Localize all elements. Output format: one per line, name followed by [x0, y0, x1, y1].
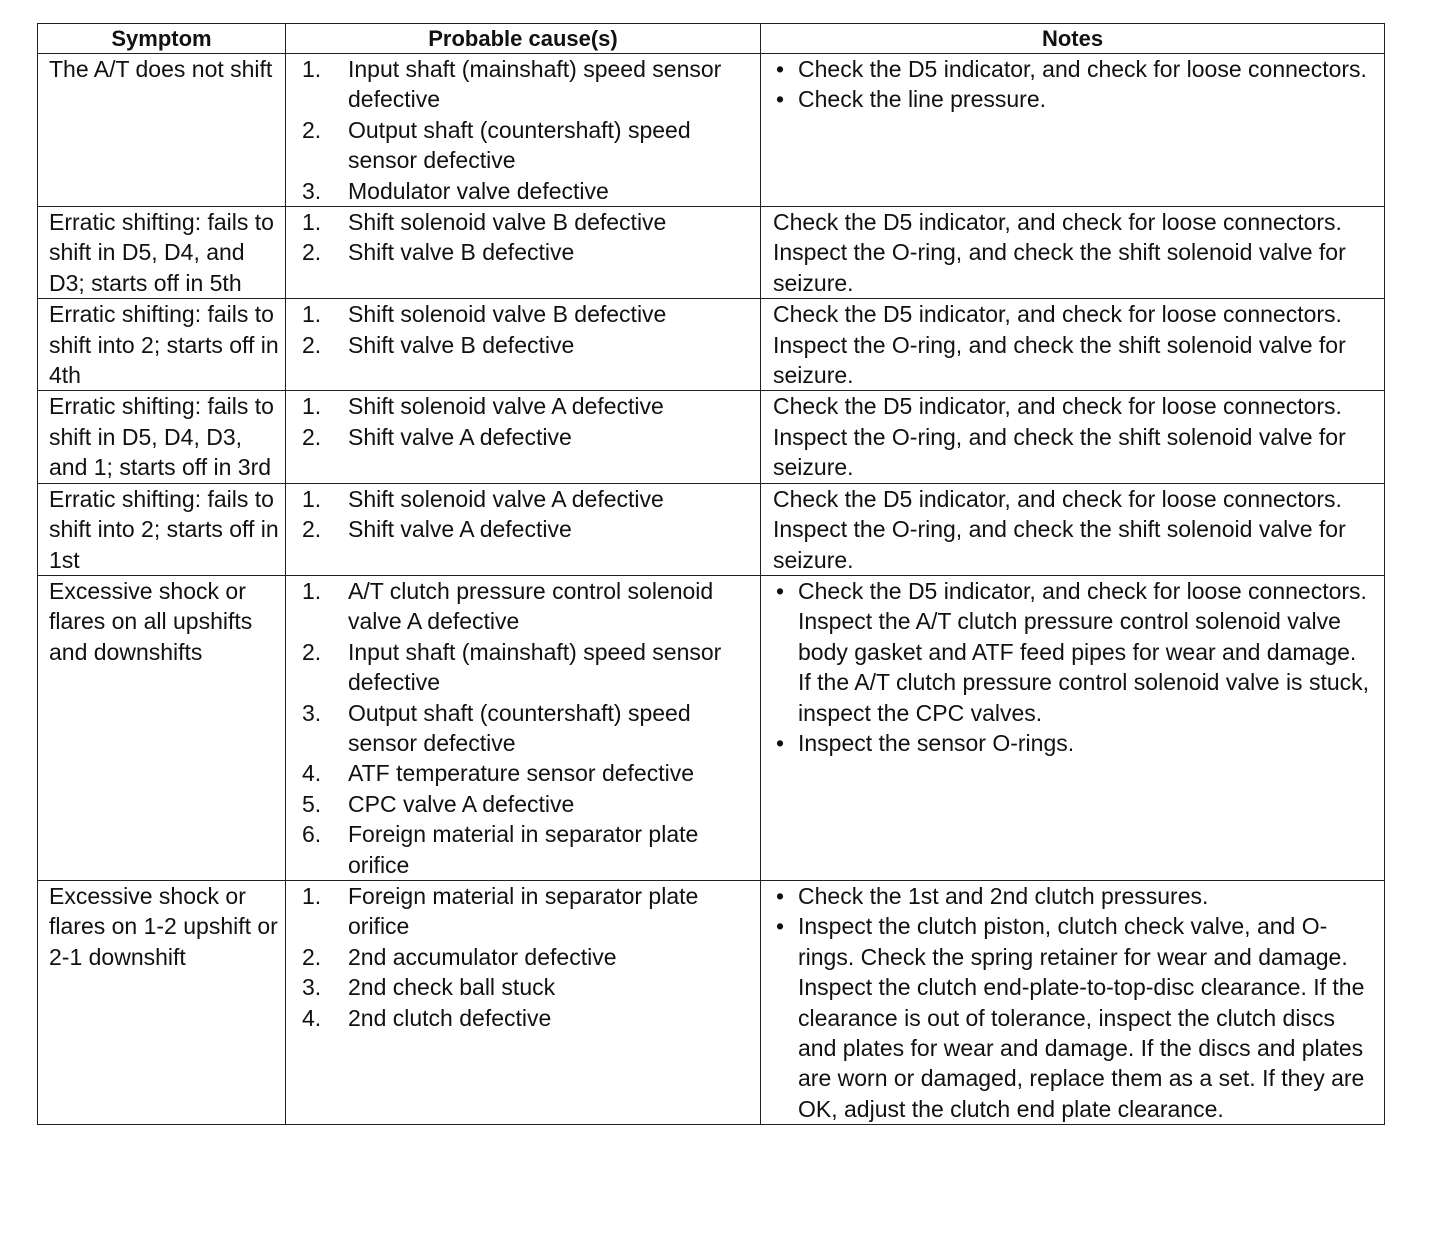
notes-cell: [761, 483, 1385, 575]
cause-item: [302, 237, 756, 267]
cause-text: Shift valve B defective: [348, 331, 575, 358]
note-item: [773, 728, 1374, 758]
table-row: [38, 483, 1385, 575]
cause-text: Shift solenoid valve B defective: [348, 209, 667, 236]
cause-item: [302, 330, 756, 360]
cause-text: Input shaft (mainshaft) speed sensor defective: [348, 638, 722, 696]
symptom-text: The A/T does not shift: [49, 56, 273, 82]
causes-cell: [286, 299, 761, 391]
cause-item: [302, 176, 756, 206]
table-row: [38, 299, 1385, 391]
note-text: Inspect the sensor O-rings.: [798, 729, 1075, 756]
symptom-text: Erratic shifting: fails to shift into 2; starts off in 4th: [49, 301, 279, 389]
cause-text: Shift solenoid valve A defective: [348, 485, 664, 512]
note-text: Inspect the clutch piston, clutch check valve, and O-rings. Check the spring retainer for wear and damage. Inspect the clutch end-plate-to-top-disc clearance. If the clearance is out of tolerance, inspect the clutch discs and plates for wear and damage. If the discs and plates are worn or damaged, replace them as a set. If they are OK, adjust the clutch end plate clearance.: [798, 913, 1365, 1122]
notes-cell: [761, 54, 1385, 207]
cause-number: 3.: [302, 177, 322, 204]
cause-item: [302, 881, 756, 942]
causes-cell: [286, 54, 761, 207]
cause-item: [302, 115, 756, 176]
cause-number: 6.: [302, 821, 322, 848]
symptom-cell: [38, 391, 286, 483]
cause-item: [302, 942, 756, 972]
cause-item: [302, 1003, 756, 1033]
cause-number: 1.: [302, 209, 322, 236]
symptom-cell: [38, 483, 286, 575]
cause-text: Modulator valve defective: [348, 177, 609, 204]
cause-item: [302, 54, 756, 115]
cause-text: ATF temperature sensor defective: [348, 760, 694, 787]
note-text: Check the 1st and 2nd clutch pressures.: [798, 882, 1209, 909]
cause-text: CPC valve A defective: [348, 790, 575, 817]
header-probable-causes: Probable cause(s): [286, 24, 761, 54]
note-text: Check the line pressure.: [798, 86, 1047, 113]
symptom-text: Excessive shock or flares on 1-2 upshift or 2-1 downshift: [49, 882, 278, 970]
cause-item: [302, 207, 756, 237]
symptom-text: Erratic shifting: fails to shift into 2; starts off in 1st: [49, 485, 279, 573]
symptom-cell: [38, 299, 286, 391]
note-text: Check the D5 indicator, and check for loose connectors. Inspect the A/T clutch pressure control solenoid valve body gasket and ATF feed pipes for wear and damage. If the A/T clutch pressure control solenoid valve is stuck, inspect the CPC valves.: [798, 577, 1370, 726]
symptom-text: Excessive shock or flares on all upshifts and downshifts: [49, 577, 253, 665]
cause-item: [302, 576, 756, 637]
table-row: [38, 391, 1385, 483]
notes-cell: [761, 299, 1385, 391]
cause-number: 2.: [302, 239, 322, 266]
causes-cell: [286, 575, 761, 880]
causes-cell: [286, 483, 761, 575]
cause-number: 2.: [302, 516, 322, 543]
cause-text: Input shaft (mainshaft) speed sensor defective: [348, 56, 722, 113]
symptom-text: Erratic shifting: fails to shift in D5, D4, and D3; starts off in 5th: [49, 209, 274, 296]
cause-number: 4.: [302, 1004, 322, 1031]
troubleshooting-table: [37, 23, 1385, 1125]
cause-text: A/T clutch pressure control solenoid valve A defective: [348, 577, 714, 635]
table-row: [38, 880, 1385, 1124]
cause-number: 1.: [302, 882, 322, 909]
notes-cell: [761, 207, 1385, 299]
cause-number: 4.: [302, 760, 322, 787]
cause-text: 2nd clutch defective: [348, 1004, 552, 1031]
cause-number: 3.: [302, 974, 322, 1001]
bullet-icon: •: [776, 729, 785, 756]
cause-item: [302, 972, 756, 1002]
note-text: Check the D5 indicator, and check for loose connectors. Inspect the O-ring, and check the shift solenoid valve for seizure.: [773, 301, 1346, 389]
symptom-cell: [38, 207, 286, 299]
cause-item: [302, 299, 756, 329]
cause-item: [302, 789, 756, 819]
causes-cell: [286, 391, 761, 483]
note-text: Check the D5 indicator, and check for loose connectors. Inspect the O-ring, and check the shift solenoid valve for seizure.: [773, 485, 1346, 573]
cause-text: Output shaft (countershaft) speed sensor defective: [348, 699, 691, 756]
symptom-cell: [38, 880, 286, 1124]
note-item: [773, 911, 1374, 1124]
notes-cell: [761, 575, 1385, 880]
note-text: Check the D5 indicator, and check for loose connectors.: [798, 56, 1367, 82]
header-symptom: Symptom: [38, 24, 286, 54]
cause-text: 2nd accumulator defective: [348, 943, 617, 970]
cause-text: Output shaft (countershaft) speed sensor defective: [348, 116, 691, 174]
bullet-icon: •: [776, 913, 785, 940]
causes-cell: [286, 880, 761, 1124]
note-item: [773, 84, 1374, 114]
header-notes: Notes: [761, 24, 1385, 54]
bullet-icon: •: [776, 882, 785, 909]
cause-number: 2.: [302, 116, 322, 143]
symptom-cell: [38, 575, 286, 880]
symptom-cell: [38, 54, 286, 207]
note-item: [773, 576, 1374, 728]
cause-number: 1.: [302, 56, 322, 82]
causes-cell: [286, 207, 761, 299]
table-row: [38, 575, 1385, 880]
cause-number: 2.: [302, 331, 322, 358]
cause-number: 5.: [302, 790, 322, 817]
cause-number: 1.: [302, 301, 322, 328]
cause-item: [302, 819, 756, 880]
cause-text: Shift solenoid valve A defective: [348, 393, 664, 420]
cause-text: Foreign material in separator plate orifice: [348, 821, 699, 878]
cause-text: Shift valve A defective: [348, 423, 572, 450]
cause-number: 1.: [302, 393, 322, 420]
cause-text: Shift valve B defective: [348, 239, 575, 266]
cause-item: [302, 484, 756, 514]
cause-number: 2.: [302, 423, 322, 450]
bullet-icon: •: [776, 86, 785, 113]
table-row: [38, 207, 1385, 299]
cause-number: 1.: [302, 485, 322, 512]
cause-item: [302, 391, 756, 421]
header-row: [38, 24, 1385, 54]
cause-item: [302, 698, 756, 759]
cause-number: 1.: [302, 577, 322, 604]
note-item: [773, 54, 1374, 84]
notes-cell: [761, 391, 1385, 483]
symptom-text: Erratic shifting: fails to shift in D5, D4, D3, and 1; starts off in 3rd: [49, 393, 274, 481]
bullet-icon: •: [776, 56, 785, 82]
cause-number: 2.: [302, 638, 322, 665]
cause-text: Foreign material in separator plate orifice: [348, 882, 699, 940]
notes-cell: [761, 880, 1385, 1124]
cause-item: [302, 422, 756, 452]
cause-text: Shift solenoid valve B defective: [348, 301, 667, 328]
cause-number: 2.: [302, 943, 322, 970]
note-text: Check the D5 indicator, and check for loose connectors. Inspect the O-ring, and check the shift solenoid valve for seizure.: [773, 209, 1346, 296]
cause-number: 3.: [302, 699, 322, 726]
cause-item: [302, 758, 756, 788]
cause-item: [302, 514, 756, 544]
cause-item: [302, 637, 756, 698]
cause-text: 2nd check ball stuck: [348, 974, 556, 1001]
note-item: [773, 881, 1374, 911]
cause-text: Shift valve A defective: [348, 516, 572, 543]
bullet-icon: •: [776, 577, 785, 604]
table-row: [38, 54, 1385, 207]
note-text: Check the D5 indicator, and check for loose connectors. Inspect the O-ring, and check the shift solenoid valve for seizure.: [773, 393, 1346, 481]
